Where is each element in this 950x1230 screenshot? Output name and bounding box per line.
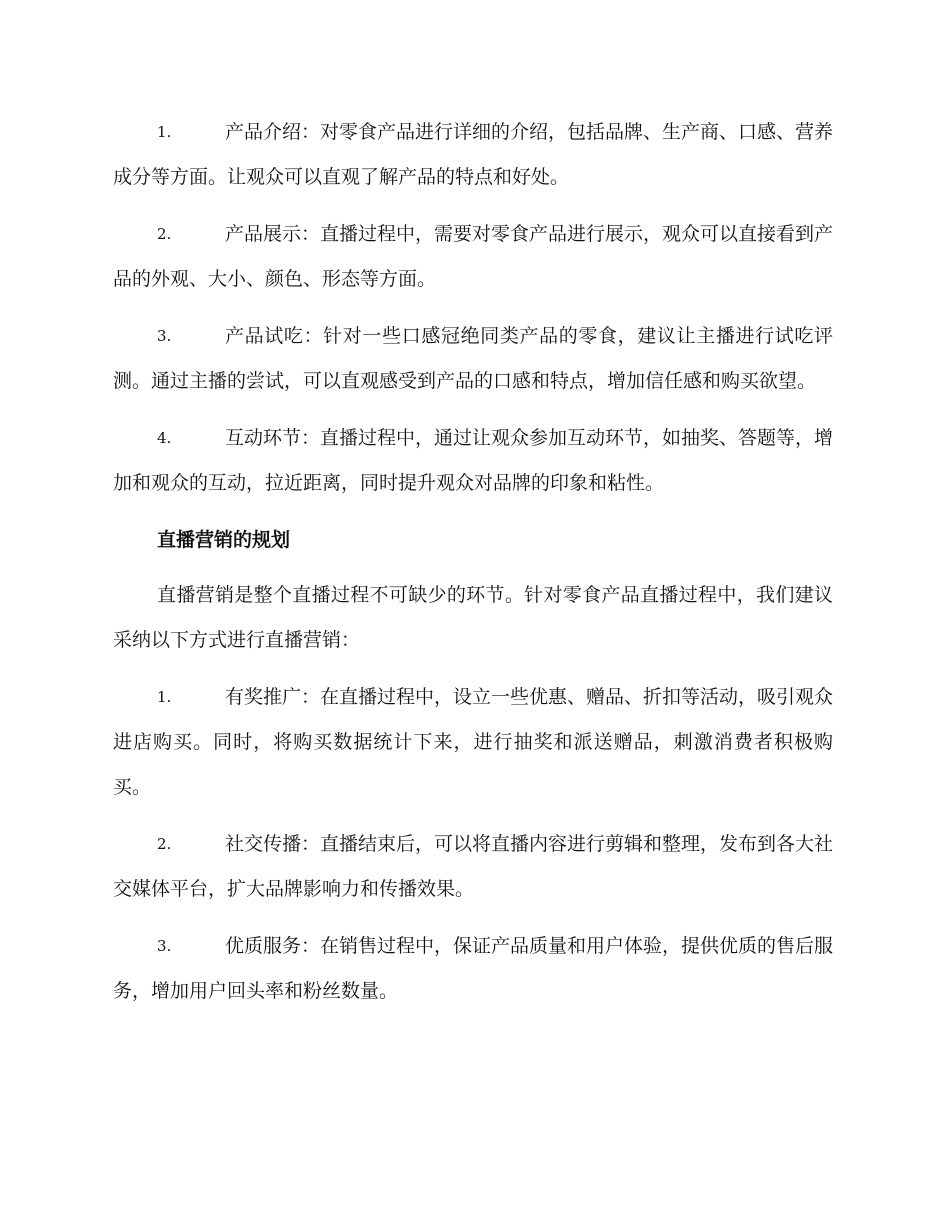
list-item-number: 2. <box>157 835 172 853</box>
list-item-number: 3. <box>157 327 172 345</box>
list-item <box>113 212 833 302</box>
list-item <box>113 822 833 912</box>
list-item-number: 2. <box>157 225 172 243</box>
list-item-text: 产品介绍：对零食产品进行详细的介绍，包括品牌、生产商、口感、营养成分等方面。让观众可以直观了解产品的特点和好处。 <box>113 121 834 188</box>
marketing-list <box>113 675 833 1014</box>
list-item <box>113 110 833 200</box>
section-intro-paragraph: 直播营销是整个直播过程不可缺少的环节。针对零食产品直播过程中，我们建议采纳以下方式进行直播营销： <box>113 584 833 651</box>
list-item-number: 3. <box>157 937 172 955</box>
product-list <box>113 110 833 506</box>
list-item <box>113 416 833 506</box>
list-item-number: 1. <box>157 688 172 706</box>
list-item-text: 优质服务：在销售过程中，保证产品质量和用户体验，提供优质的售后服务，增加用户回头率和粉丝数量。 <box>113 935 834 1002</box>
list-item-text: 产品展示：直播过程中，需要对零食产品进行展示，观众可以直接看到产品的外观、大小、颜色、形态等方面。 <box>113 223 834 290</box>
list-item <box>113 924 833 1014</box>
list-item-number: 1. <box>157 123 172 141</box>
list-item-text: 互动环节：直播过程中，通过让观众参加互动环节，如抽奖、答题等，增加和观众的互动，拉近距离，同时提升观众对品牌的印象和粘性。 <box>113 427 834 494</box>
list-item-text: 有奖推广：在直播过程中，设立一些优惠、赠品、折扣等活动，吸引观众进店购买。同时，将购买数据统计下来，进行抽奖和派送赠品，刺激消费者积极购买。 <box>113 686 834 798</box>
document-page <box>113 110 833 1026</box>
section-heading: 直播营销的规划 <box>157 529 291 551</box>
list-item <box>113 314 833 404</box>
list-item <box>113 675 833 810</box>
list-item-text: 社交传播：直播结束后，可以将直播内容进行剪辑和整理，发布到各大社交媒体平台，扩大品牌影响力和传播效果。 <box>113 833 834 900</box>
list-item-number: 4. <box>157 429 172 447</box>
list-item-text: 产品试吃：针对一些口感冠绝同类产品的零食，建议让主播进行试吃评测。通过主播的尝试，可以直观感受到产品的口感和特点，增加信任感和购买欲望。 <box>113 325 833 392</box>
